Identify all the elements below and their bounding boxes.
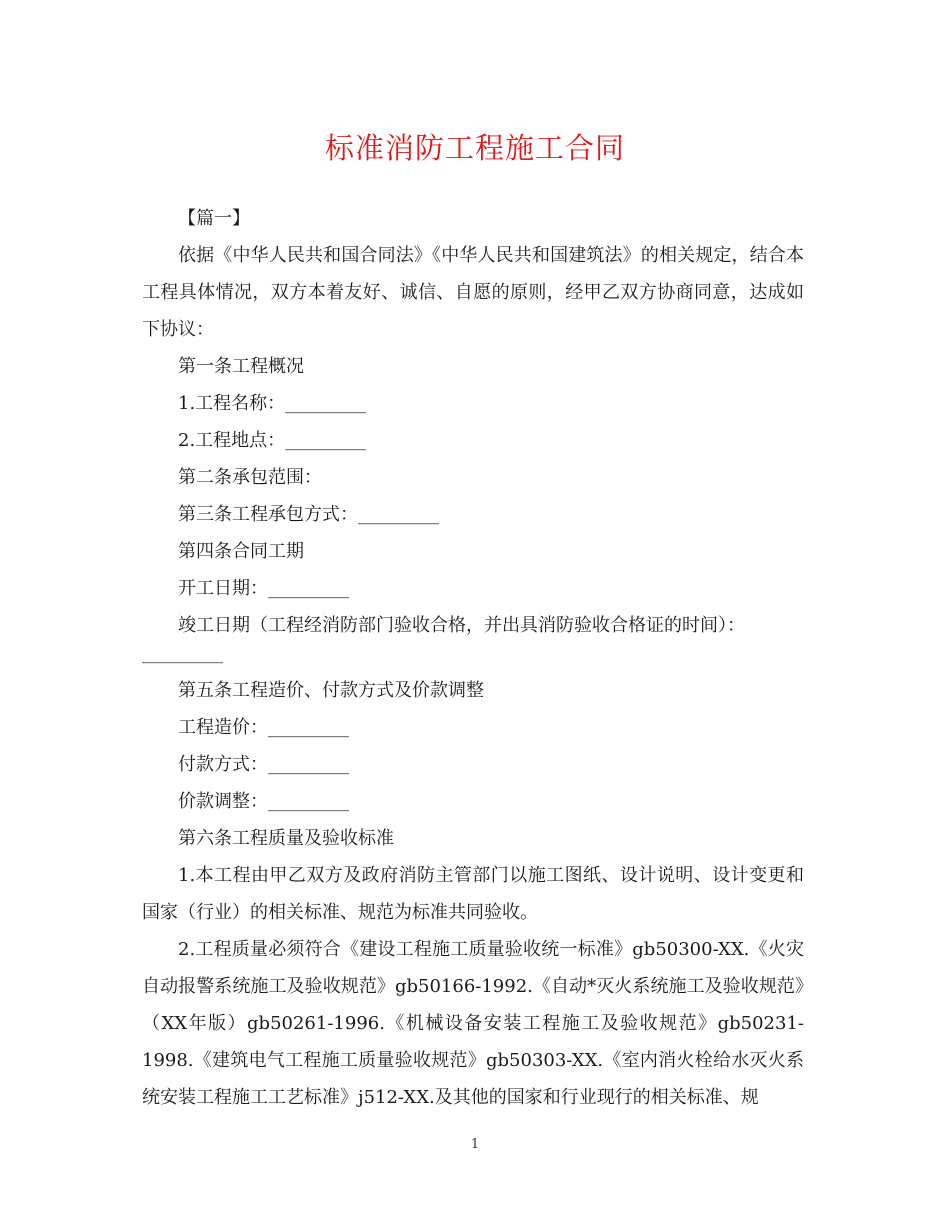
project-location-line: 2.工程地点：_________ xyxy=(178,430,367,451)
article-3-heading: 第三条工程承包方式：_________ xyxy=(178,504,439,525)
completion-date-blank: _________ xyxy=(142,643,223,664)
start-date-line: 开工日期：_________ xyxy=(178,578,349,599)
page-number: 1 xyxy=(470,1137,480,1152)
quality-clause-1: 1.本工程由甲乙双方及政府消防主管部门以施工图纸、设计说明、设计变更和国家（行业）的相关标准、规范为标准共同验收。 xyxy=(142,865,804,923)
article-4-heading: 第四条合同工期 xyxy=(178,541,304,562)
section-label: 【篇一】 xyxy=(178,208,250,229)
article-1-heading: 第一条工程概况 xyxy=(178,356,304,377)
price-adjustment-line: 价款调整：_________ xyxy=(178,791,349,812)
article-6-heading: 第六条工程质量及验收标准 xyxy=(178,828,394,849)
project-cost-line: 工程造价：_________ xyxy=(178,717,349,738)
paragraph-intro: 依据《中华人民共和国合同法》《中华人民共和国建筑法》的相关规定，结合本工程具体情况，双方本着友好、诚信、自愿的原则，经甲乙双方协商同意，达成如下协议： xyxy=(142,245,804,340)
document-body xyxy=(142,200,804,1116)
payment-method-line: 付款方式：_________ xyxy=(178,754,349,775)
quality-clause-2: 2.工程质量必须符合《建设工程施工质量验收统一标准》gb50300-XX.《火灾自动报警系统施工及验收规范》gb50166-1992.《自动*灭火系统施工及验收规范》（XX年版）gb50261-1996.《机械设备安装工程施工及验收规范》gb50231-1998.《建筑电气工程施工质量验收规范》gb50303-XX.《室内消火栓给水灭火系统安装工程施工工艺标准》j512-XX.及其他的国家和行业现行的相关标准、规 xyxy=(142,939,804,1108)
article-2-heading: 第二条承包范围： xyxy=(178,467,322,488)
completion-date-line: 竣工日期（工程经消防部门验收合格，并出具消防验收合格证的时间）： xyxy=(178,615,745,636)
article-5-heading: 第五条工程造价、付款方式及价款调整 xyxy=(178,680,484,701)
document-title: 标准消防工程施工合同 xyxy=(324,131,625,165)
project-name-line: 1.工程名称：_________ xyxy=(178,393,367,414)
